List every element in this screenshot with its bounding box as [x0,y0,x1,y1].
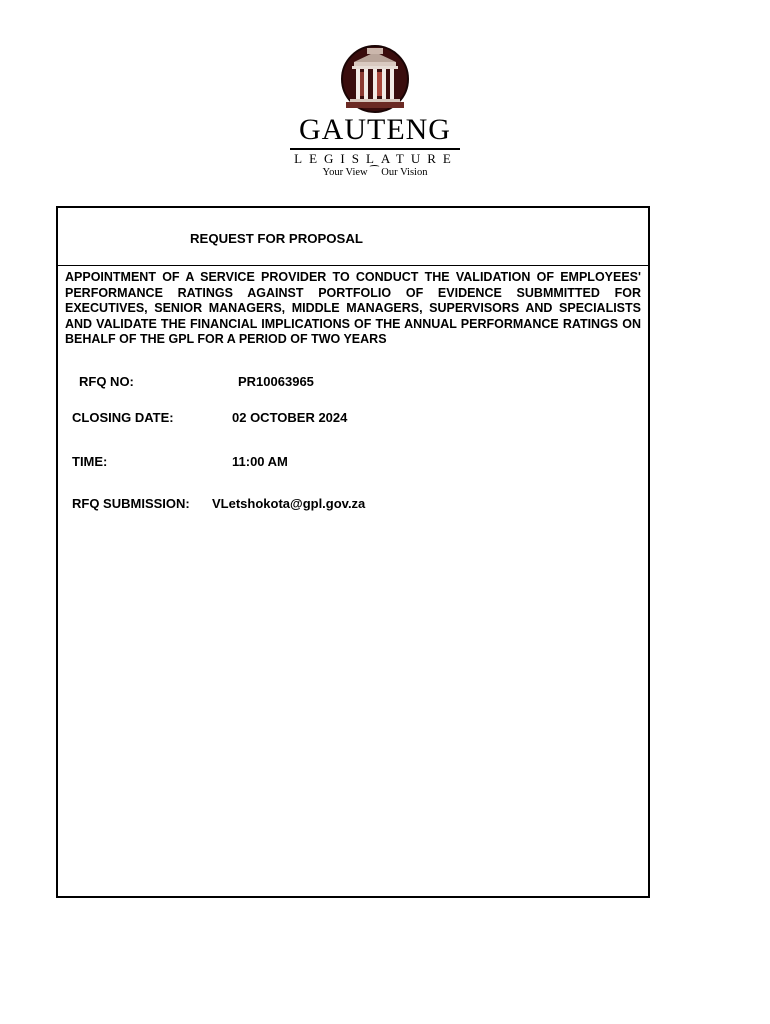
field-label: RFQ NO: [79,374,134,389]
gauteng-legislature-logo [280,44,470,179]
submission-email[interactable]: VLetshokota@gpl.gov.za [212,496,366,511]
proposal-description: APPOINTMENT OF A SERVICE PROVIDER TO CONDUCT THE VALIDATION OF EMPLOYEES' PERFORMANCE RATINGS AGAINST PORTFOLIO OF EVIDENCE SUBMMITTED FOR EXECUTIVES, SENIOR MANAGERS, MIDDLE MANAGERS, SUPERVISORS AND SPECIALISTS AND VALIDATE THE FINANCIAL IMPLICATIONS OF THE ANNUAL PERFORMANCE RATINGS ON BEHALF OF THE GPL FOR A PERIOD OF TWO YEARS [65,270,641,347]
logo-wordmark: GAUTENG [299,113,451,146]
field-label: TIME: [72,454,108,469]
field-label: CLOSING DATE: [72,410,174,425]
logo-tagline: Your View ⁀ Our Vision [322,167,428,178]
title-box [58,208,648,266]
field-value: 11:00 AM [232,454,288,469]
legislature-building-emblem-icon [340,44,410,114]
field-value: PR10063965 [238,374,314,389]
logo-subwordmark: LEGISLATURE [294,151,458,166]
logo-divider [290,148,460,150]
rfp-frame [56,206,650,898]
document-title: REQUEST FOR PROPOSAL [190,231,363,246]
field-label: RFQ SUBMISSION: [72,496,190,511]
field-value: 02 OCTOBER 2024 [232,410,348,425]
